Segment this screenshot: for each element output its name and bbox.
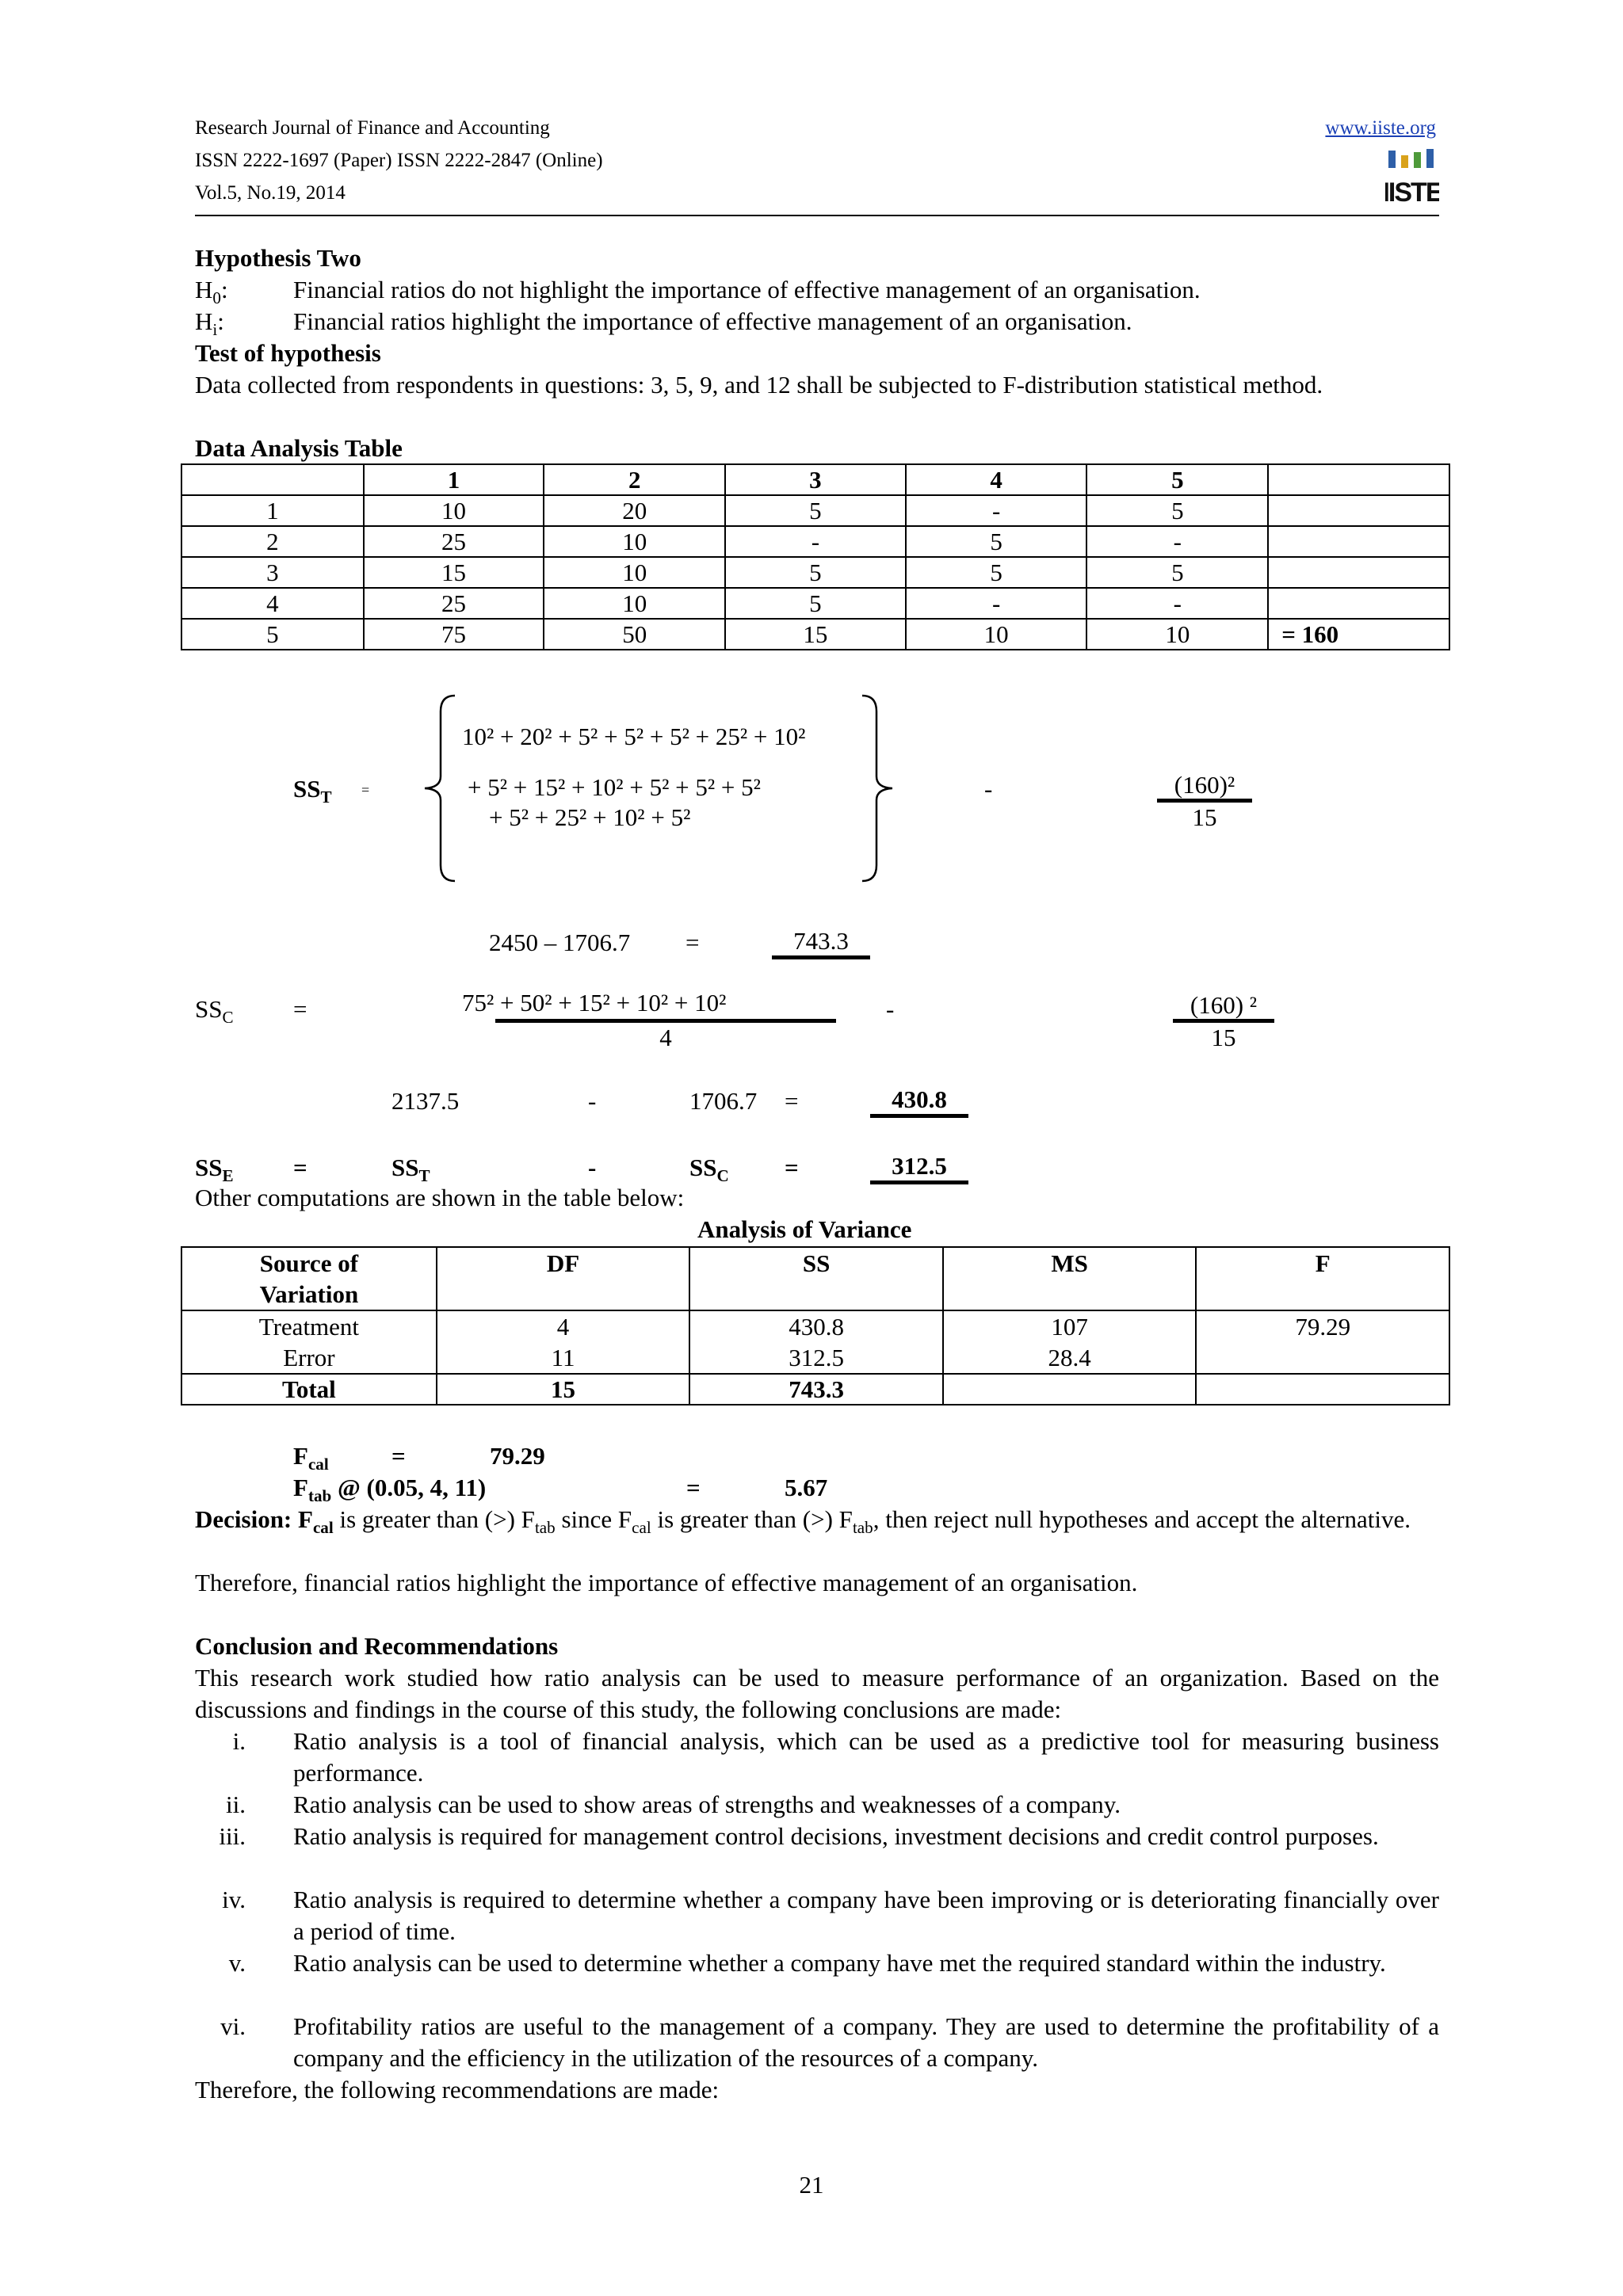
- table-cell: 15: [725, 619, 906, 650]
- table-cell: 2: [181, 526, 364, 557]
- data-analysis-table: [181, 463, 1450, 650]
- sse-ssc-ref: $SS_C$: [689, 1154, 729, 1186]
- iiste-logo-icon: [1385, 147, 1439, 208]
- treatment-df: 4: [556, 1313, 570, 1341]
- list-item-number: vi.: [220, 2012, 246, 2040]
- treatment-ms: 107: [1051, 1313, 1088, 1341]
- header-cell: 3: [725, 464, 906, 495]
- table-cell: -: [1086, 526, 1268, 557]
- sse-sst-ref: $SS_T$: [391, 1154, 430, 1186]
- table-cell: -: [906, 495, 1087, 526]
- table-cell: 10: [364, 495, 544, 526]
- ssc-equals: =: [293, 995, 307, 1023]
- decision-therefore: Therefore, financial ratios highlight the importance of effective management of an organisation.: [195, 1569, 1138, 1596]
- conclusion-intro: This research work studied how ratio analysis can be used to measure performance of an organization. Based on the discussions and findings in the course of this study, the following conclusions are made:: [195, 1664, 1439, 1723]
- h0-text: Financial ratios do not highlight the importance of effective management of an organisation.: [293, 276, 1201, 303]
- sst-line-3: + 5² + 25² + 10² + 5²: [489, 803, 691, 831]
- table-cell: 5: [725, 557, 906, 588]
- ssc-denominator: 4: [659, 1024, 672, 1051]
- header-cell: [181, 464, 364, 495]
- header-cell: DF: [437, 1247, 690, 1310]
- anova-total-row: [181, 1374, 1449, 1405]
- table-cell: 5: [1086, 557, 1268, 588]
- header-cell: 4: [906, 464, 1087, 495]
- header-cell: 1: [364, 464, 544, 495]
- list-item: [195, 1884, 1439, 1947]
- table-cell: 25: [364, 588, 544, 619]
- list-item: [195, 1789, 1439, 1821]
- table-cell: -: [725, 526, 906, 557]
- list-item-text: Profitability ratios are useful to the management of a company. They are used to determine the profitability of a company and the efficiency in the utilization of the resources of a company.: [293, 2012, 1439, 2072]
- header-rule: [195, 215, 1439, 216]
- table-cell: 1: [181, 495, 364, 526]
- ssc-numerator: 75² + 50² + 15² + 10² + 10²: [462, 989, 727, 1016]
- list-item-text: Ratio analysis can be used to determine whether a company have met the required standard within the industry.: [293, 1949, 1386, 1977]
- table-cell: 20: [544, 495, 725, 526]
- anova-header: [181, 1247, 1449, 1310]
- ftab-label: $F_{tab}$ @ (0.05, 4, 11): [293, 1474, 487, 1506]
- header-cell: SS: [689, 1247, 943, 1310]
- sst-calc: 2450 – 1706.7: [489, 929, 631, 956]
- table-cell: 5: [906, 557, 1087, 588]
- right-brace-icon: [857, 694, 897, 883]
- table-cell: 743.3: [689, 1374, 943, 1405]
- journal-title: Research Journal of Finance and Accounting: [195, 117, 550, 139]
- sst-label: $SS_T$: [293, 775, 332, 807]
- table-row: [181, 495, 1449, 526]
- table-row: [181, 557, 1449, 588]
- logo-text: IISTE: [1385, 177, 1439, 208]
- table-row: [181, 1310, 1449, 1374]
- sst-fraction-den: 15: [1192, 803, 1217, 831]
- table-cell: 25: [364, 526, 544, 557]
- data-table-header: [181, 464, 1449, 495]
- table-cell: 15: [437, 1374, 690, 1405]
- iiste-logo: [1385, 147, 1439, 208]
- list-item: [195, 2011, 1439, 2074]
- sst-line-1: 10² + 20² + 5² + 5² + 5² + 25² + 10²: [462, 723, 806, 750]
- ssc-calc-minus: -: [588, 1087, 597, 1115]
- left-brace-icon: [420, 694, 460, 883]
- fcal-value: 79.29: [490, 1442, 545, 1470]
- list-item-number: v.: [228, 1949, 246, 1977]
- table-cell: [1196, 1310, 1449, 1374]
- hypothesis-title: Hypothesis Two: [195, 244, 361, 272]
- fcal-label: $F_{cal}$: [293, 1442, 329, 1474]
- recommendations-intro: Therefore, the following recommendations are made:: [195, 2076, 720, 2103]
- treatment-ss: 430.8: [789, 1313, 844, 1341]
- hi-label: $H_i$:: [195, 307, 224, 340]
- table-cell: 75: [364, 619, 544, 650]
- sse-label: $SS_E$: [195, 1154, 234, 1186]
- table-cell: [943, 1374, 1197, 1405]
- journal-issn: ISSN 2222-1697 (Paper) ISSN 2222-2847 (Online): [195, 150, 603, 171]
- sst-minus: -: [984, 775, 993, 803]
- table-cell: 3: [181, 557, 364, 588]
- ssc-minus: -: [886, 995, 895, 1023]
- error-ms: 28.4: [1048, 1344, 1091, 1371]
- sse-result: 312.5: [870, 1152, 968, 1184]
- h0-label: $H_0$:: [195, 276, 228, 308]
- test-title: Test of hypothesis: [195, 339, 381, 367]
- sst-result: 743.3: [772, 927, 870, 959]
- sse-minus: -: [588, 1154, 597, 1181]
- sst-calc-equals: =: [685, 929, 700, 956]
- list-item-number: iv.: [222, 1886, 246, 1913]
- list-item-number: i.: [232, 1727, 246, 1755]
- sst-fraction-num: (160)²: [1157, 772, 1252, 803]
- table-cell: 10: [544, 588, 725, 619]
- other-computations-text: Other computations are shown in the table below:: [195, 1184, 685, 1211]
- ssc-fraction-den: 15: [1211, 1024, 1236, 1051]
- list-item: [195, 1947, 1439, 2011]
- hi-text: Financial ratios highlight the importance of effective management of an organisation.: [293, 307, 1132, 335]
- website-link[interactable]: www.iiste.org: [1325, 117, 1436, 139]
- table-cell: 15: [364, 557, 544, 588]
- ftab-equals: =: [686, 1474, 701, 1501]
- table-cell: [689, 1310, 943, 1374]
- ssc-result: 430.8: [870, 1085, 968, 1118]
- table-row: [181, 619, 1449, 650]
- ssc-calc-b: 1706.7: [689, 1087, 758, 1115]
- list-item: [195, 1726, 1439, 1789]
- table-row: [181, 526, 1449, 557]
- header-cell: [1268, 464, 1449, 495]
- error-ss: 312.5: [789, 1344, 844, 1371]
- table-row: [181, 588, 1449, 619]
- table-cell: 5: [906, 526, 1087, 557]
- table-cell: [1268, 495, 1449, 526]
- table-cell: 5: [181, 619, 364, 650]
- total-cell: = 160: [1268, 619, 1449, 650]
- treatment-f: 79.29: [1295, 1313, 1351, 1341]
- page-number: 21: [799, 2171, 824, 2199]
- list-item: [195, 1821, 1439, 1884]
- header-cell: 5: [1086, 464, 1268, 495]
- table-cell: Total: [181, 1374, 437, 1405]
- table-cell: -: [1086, 588, 1268, 619]
- anova-title: Analysis of Variance: [697, 1215, 912, 1243]
- table-cell: [943, 1310, 1197, 1374]
- journal-volume: Vol.5, No.19, 2014: [195, 182, 346, 204]
- table-cell: [181, 1310, 437, 1374]
- ssc-calc-equals: =: [785, 1087, 799, 1115]
- list-item-text: Ratio analysis can be used to show areas of strengths and weaknesses of a company.: [293, 1791, 1121, 1818]
- table-cell: 5: [725, 588, 906, 619]
- error-label: Error: [283, 1344, 335, 1371]
- table-cell: 10: [544, 557, 725, 588]
- list-item-text: Ratio analysis is a tool of financial analysis, which can be used as a predictive tool for measuring business performance.: [293, 1727, 1439, 1787]
- header-cell: 2: [544, 464, 725, 495]
- table-cell: 10: [1086, 619, 1268, 650]
- conclusion-list: [195, 1726, 1439, 2074]
- error-df: 11: [551, 1344, 575, 1371]
- ssc-calc-a: 2137.5: [391, 1087, 460, 1115]
- left-brace: [420, 694, 460, 883]
- header-cell: MS: [943, 1247, 1197, 1310]
- right-brace: [857, 694, 897, 883]
- table-cell: 10: [544, 526, 725, 557]
- header-cell: F: [1196, 1247, 1449, 1310]
- table-cell: 5: [725, 495, 906, 526]
- table-cell: [1268, 557, 1449, 588]
- fcal-equals: =: [391, 1442, 406, 1470]
- table-cell: [1196, 1374, 1449, 1405]
- table-cell: 4: [181, 588, 364, 619]
- data-table-title: Data Analysis Table: [195, 434, 403, 462]
- ftab-value: 5.67: [785, 1474, 828, 1501]
- table-cell: [437, 1310, 690, 1374]
- table-cell: 5: [1086, 495, 1268, 526]
- table-cell: [1268, 526, 1449, 557]
- decision-paragraph: Decision: $F_{cal}$ is greater than (>) $F_{tab}$ since $F_{cal}$ is greater than (>) $F_{tab}$, then reject null hypotheses and accept the alternative.: [195, 1505, 1411, 1538]
- list-item-number: ii.: [226, 1791, 246, 1818]
- anova-table: [181, 1246, 1450, 1405]
- sse-equals: =: [293, 1154, 307, 1181]
- sst-equals: =: [361, 782, 370, 798]
- sse-equals-2: =: [785, 1154, 799, 1181]
- sst-line-2: + 5² + 15² + 10² + 5² + 5² + 5²: [468, 773, 761, 801]
- table-cell: -: [906, 588, 1087, 619]
- header-cell: Source of Variation: [181, 1247, 437, 1310]
- list-item-text: Ratio analysis is required to determine whether a company have been improving or is deteriorating financially over a period of time.: [293, 1886, 1439, 1945]
- ssc-fraction-num: (160) ²: [1173, 992, 1274, 1023]
- table-cell: 50: [544, 619, 725, 650]
- table-cell: [1268, 588, 1449, 619]
- table-cell: 10: [906, 619, 1087, 650]
- treatment-label: Treatment: [258, 1313, 360, 1341]
- ssc-label: $SS_C$: [195, 995, 234, 1028]
- test-text: Data collected from respondents in questions: 3, 5, 9, and 12 shall be subjected to F-distribution statistical method.: [195, 371, 1323, 399]
- conclusion-title: Conclusion and Recommendations: [195, 1632, 559, 1660]
- list-item-text: Ratio analysis is required for management control decisions, investment decisions and credit control purposes.: [293, 1822, 1379, 1850]
- list-item-number: iii.: [219, 1822, 246, 1850]
